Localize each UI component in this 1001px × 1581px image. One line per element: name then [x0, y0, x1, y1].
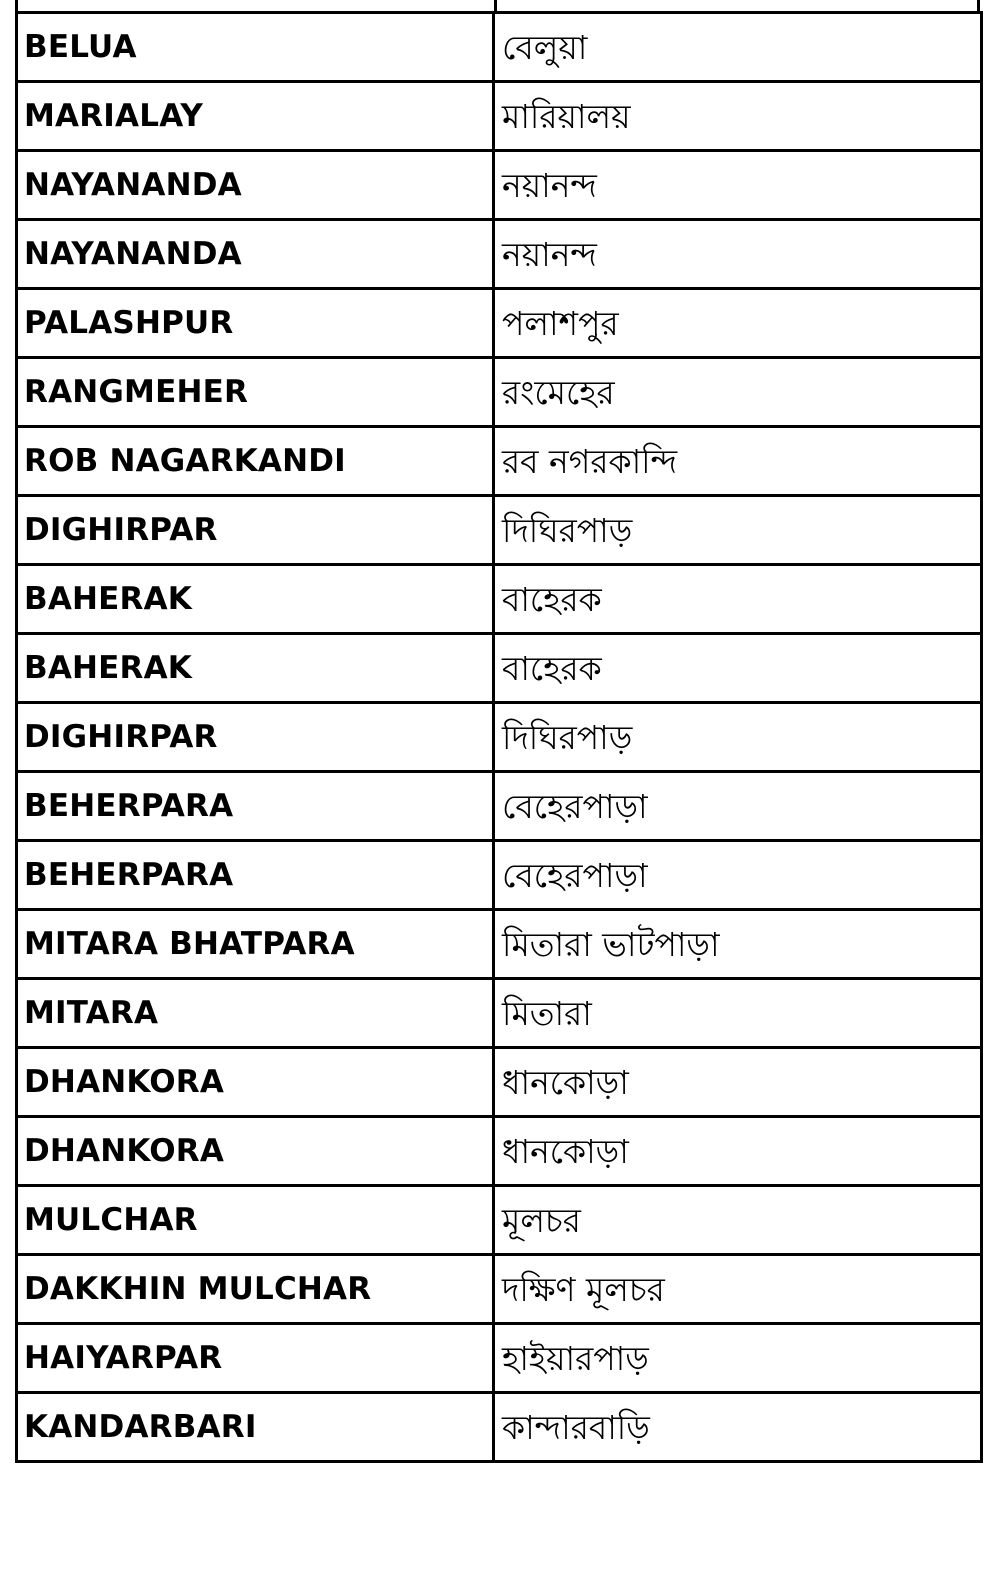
bengali-name-cell: নয়ানন্দ	[502, 166, 597, 205]
table-row	[18, 1394, 980, 1463]
table-row	[18, 290, 980, 359]
english-name-cell: DHANKORA	[18, 1118, 495, 1184]
bengali-name-cell: মারিয়ালয়	[502, 97, 631, 136]
table-row	[18, 773, 980, 842]
english-name-cell: BAHERAK	[18, 635, 495, 701]
bengali-name-cell: মূলচর	[502, 1201, 581, 1240]
table-row	[18, 1118, 980, 1187]
table-row	[18, 911, 980, 980]
table-row	[18, 1256, 980, 1325]
table-row	[18, 359, 980, 428]
table-row	[18, 566, 980, 635]
table-row	[18, 221, 980, 290]
bengali-name-cell: পলাশপুর	[502, 304, 619, 343]
bengali-name-cell: ধানকোড়া	[502, 1063, 629, 1102]
table-row	[18, 635, 980, 704]
table-row	[18, 14, 980, 83]
table-row	[18, 1325, 980, 1394]
bengali-name-cell: দক্ষিণ মূলচর	[502, 1270, 665, 1309]
english-name-cell: PALASHPUR	[18, 290, 495, 356]
table-row	[18, 497, 980, 566]
english-name-cell: MITARA	[18, 980, 495, 1046]
bengali-name-cell: মিতারা	[502, 994, 592, 1033]
bengali-name-cell: বেহেরপাড়া	[502, 856, 648, 895]
bengali-name-cell: মিতারা ভাটপাড়া	[502, 925, 720, 964]
bengali-name-cell: নয়ানন্দ	[502, 235, 597, 274]
table-row	[18, 428, 980, 497]
bengali-name-cell: ধানকোড়া	[502, 1132, 629, 1171]
bengali-name-cell: বাহেরক	[502, 580, 602, 619]
bengali-name-cell: বেহেরপাড়া	[502, 787, 648, 826]
english-name-cell: DIGHIRPAR	[18, 704, 495, 770]
english-name-cell: DHANKORA	[18, 1049, 495, 1115]
table-row	[18, 83, 980, 152]
english-name-cell: ROB NAGARKANDI	[18, 428, 495, 494]
english-name-cell: NAYANANDA	[18, 152, 495, 218]
bengali-name-cell: দিঘিরপাড়	[502, 718, 633, 757]
english-name-cell: MITARA BHATPARA	[18, 911, 495, 977]
english-name-cell: BAHERAK	[18, 566, 495, 632]
bengali-name-cell: বাহেরক	[502, 649, 602, 688]
bengali-name-cell: রব নগরকান্দি	[502, 442, 678, 481]
bengali-name-cell: বেলুয়া	[502, 28, 588, 67]
english-name-cell: MULCHAR	[18, 1187, 495, 1253]
bengali-name-cell: রংমেহের	[502, 373, 615, 412]
table-row	[18, 1049, 980, 1118]
table-row	[18, 152, 980, 221]
english-name-cell: HAIYARPAR	[18, 1325, 495, 1391]
english-name-cell: KANDARBARI	[18, 1394, 495, 1460]
table-row	[18, 1187, 980, 1256]
table-row	[18, 842, 980, 911]
english-name-cell: BEHERPARA	[18, 773, 495, 839]
bengali-name-cell: হাইয়ারপাড়	[502, 1339, 649, 1378]
bengali-name-cell: কান্দারবাড়ি	[502, 1408, 650, 1447]
english-name-cell: RANGMEHER	[18, 359, 495, 425]
english-name-cell: DIGHIRPAR	[18, 497, 495, 563]
table-row	[18, 980, 980, 1049]
english-name-cell: BEHERPARA	[18, 842, 495, 908]
english-name-cell: NAYANANDA	[18, 221, 495, 287]
place-name-table	[15, 11, 983, 1463]
english-name-cell: BELUA	[18, 14, 495, 80]
table-row	[18, 704, 980, 773]
english-name-cell: MARIALAY	[18, 83, 495, 149]
bengali-name-cell: দিঘিরপাড়	[502, 511, 633, 550]
english-name-cell: DAKKHIN MULCHAR	[18, 1256, 495, 1322]
